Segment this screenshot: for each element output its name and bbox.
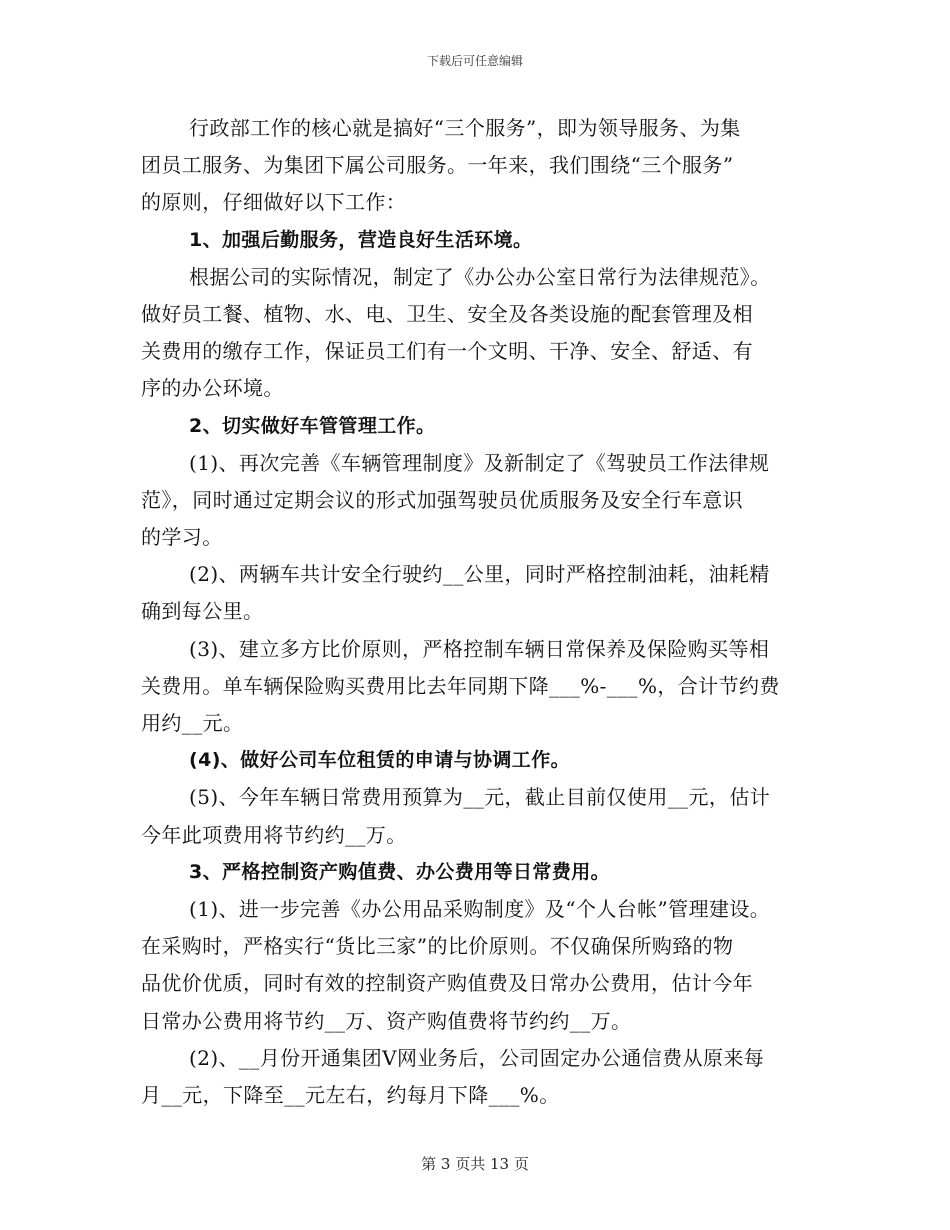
paragraph-line: 范》，同时通过定期会议的形式加强驾驶员优质服务及安全行车意识 [141, 487, 743, 512]
sub-heading: (4)、做好公司车位租赁的申请与协调工作。 [189, 749, 570, 772]
section-heading: 2、切实做好车管管理工作。 [189, 414, 436, 437]
paragraph-line: (1)、再次完善《车辆管理制度》及新制定了《驾驶员工作法律规 [189, 450, 770, 475]
page-footer: 第 3 页共 13 页 [421, 1155, 529, 1173]
paragraph-line: 的原则，仔细做好以下工作： [141, 190, 407, 215]
paragraph-line: (2)、两辆车共计安全行驶约__公里，同时严格控制油耗，油耗精 [189, 562, 770, 587]
paragraph-line: 的学习。 [141, 525, 223, 550]
paragraph-line: 关费用的缴存工作，保证员工们有一个文明、干净、安全、舒适、有 [141, 339, 753, 364]
paragraph-line: 团员工服务、为集团下属公司服务。一年来，我们围绕“三个服务” [141, 153, 734, 178]
paragraph-line: (1)、进一步完善《办公用品采购制度》及“个人台帐”管理建设。 [189, 896, 771, 921]
section-heading: 3、严格控制资产购值费、办公费用等日常费用。 [189, 860, 611, 883]
paragraph-line: 做好员工餐、植物、水、电、卫生、安全及各类设施的配套管理及相 [141, 301, 753, 326]
paragraph-line: (5)、今年车辆日常费用预算为__元，截止目前仅使用__元，估计 [189, 785, 771, 810]
document-body [141, 110, 831, 1114]
paragraph-line: 序的办公环境。 [141, 376, 284, 401]
page-header: 下载后可任意编辑 [426, 54, 523, 68]
section-heading: 1、加强后勤服务，营造良好生活环境。 [189, 228, 533, 251]
paragraph-line: (3)、建立多方比价原则，严格控制车辆日常保养及保险购买等相 [189, 636, 770, 661]
paragraph-line: 用约__元。 [141, 711, 244, 735]
paragraph-line: 在采购时，严格实行“货比三家”的比价原则。不仅确保所购臵的物 [141, 934, 734, 959]
paragraph-line: (2)、__月份开通集团V网业务后，公司固定办公通信费从原来每 [189, 1045, 765, 1070]
paragraph-line: 确到每公里。 [141, 599, 264, 624]
paragraph-line: 品优价优质，同时有效的控制资产购值费及日常办公费用，估计今年 [141, 971, 753, 996]
paragraph-line: 关费用。单车辆保险购买费用比去年同期下降___%-___%，合计节约费 [141, 673, 780, 698]
paragraph-line: 行政部工作的核心就是搞好“三个服务”，即为领导服务、为集 [189, 116, 741, 140]
paragraph-line: 今年此项费用将节约约__万。 [141, 822, 407, 847]
paragraph-line: 日常办公费用将节约__万、资产购值费将节约约__万。 [141, 1008, 632, 1033]
paragraph-line: 月__元，下降至__元左右，约每月下降___%。 [141, 1082, 560, 1107]
paragraph-line: 根据公司的实际情况，制定了《办公办公室日常行为法律规范》。 [189, 264, 771, 289]
